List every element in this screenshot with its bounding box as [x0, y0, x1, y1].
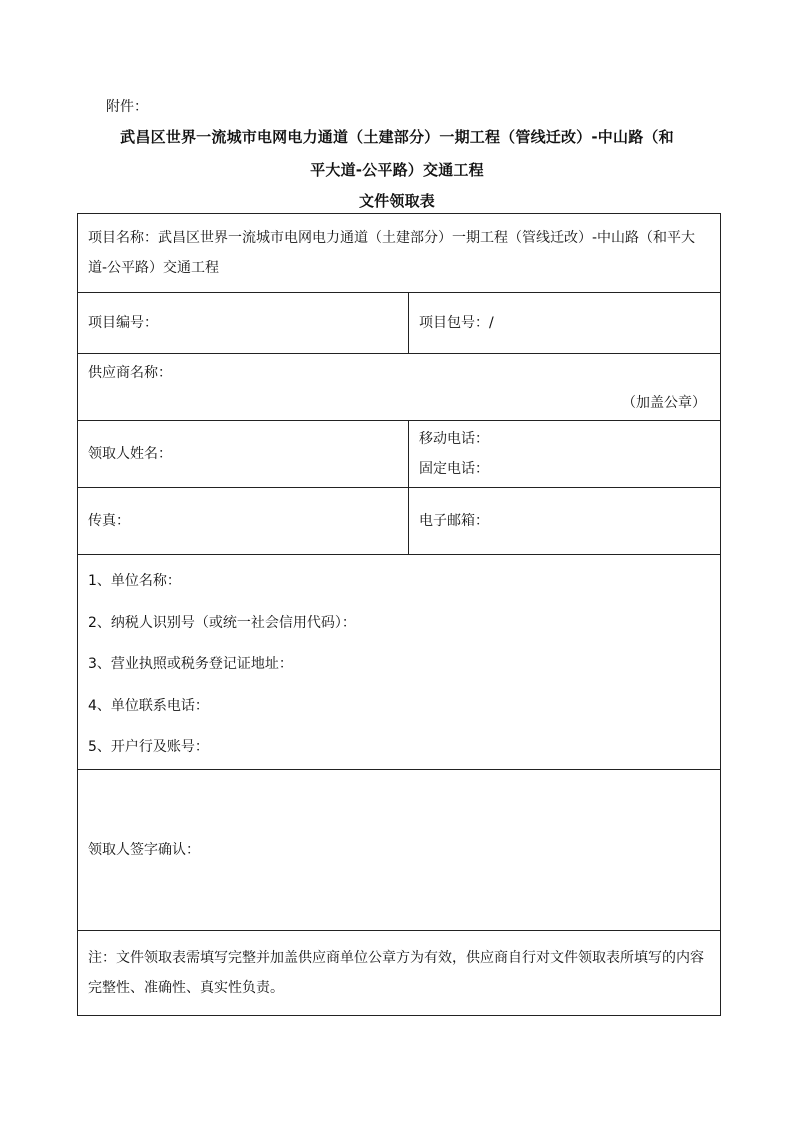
note-cell [78, 930, 721, 1015]
receiver-name-cell[interactable] [78, 421, 409, 488]
info-item-bank-account: 5、开户行及账号： [88, 739, 209, 755]
project-code-cell[interactable] [78, 293, 409, 354]
fax-email-row [78, 488, 721, 555]
signature-row [78, 769, 721, 930]
mobile-phone-label: 移动电话： [419, 431, 489, 447]
note-row [78, 930, 721, 1015]
project-name-row [78, 214, 721, 293]
package-no-value: / [489, 315, 494, 331]
package-no-cell[interactable] [409, 293, 721, 354]
email-cell[interactable] [409, 488, 721, 555]
receiver-name-label: 领取人姓名： [88, 446, 172, 462]
info-item-license-address: 3、营业执照或税务登记证地址： [88, 656, 293, 672]
info-item-company-name: 1、单位名称： [88, 573, 181, 589]
project-code-label: 项目编号： [88, 315, 158, 331]
fax-label: 传真： [88, 513, 130, 529]
company-info-cell[interactable] [78, 555, 721, 770]
supplier-cell[interactable] [78, 354, 721, 421]
supplier-label: 供应商名称： [88, 365, 172, 381]
project-code-row [78, 293, 721, 354]
info-item-tax-id: 2、纳税人识别号（或统一社会信用代码）： [88, 614, 356, 631]
info-item-company-phone: 4、单位联系电话： [88, 697, 209, 714]
form-title: 文件领取表 [358, 192, 435, 210]
form-note: 注：文件领取表需填写完整并加盖供应商单位公章方为有效，供应商自行对文件领取表所填写的内容完整性、准确性、真实性负责。 [88, 949, 704, 996]
project-name-label: 项目名称： [88, 230, 158, 246]
document-receipt-form [77, 213, 721, 1016]
attachment-label: 附件： [106, 99, 148, 115]
receiver-row [78, 421, 721, 488]
seal-note: （加盖公章） [622, 395, 706, 411]
signature-label: 领取人签字确认： [88, 841, 200, 858]
phone-cell[interactable] [409, 421, 721, 488]
signature-cell[interactable] [78, 769, 721, 930]
project-name-cell[interactable] [78, 214, 721, 293]
landline-phone-label: 固定电话： [419, 461, 489, 477]
fax-cell[interactable] [78, 488, 409, 555]
package-no-label: 项目包号： [419, 315, 489, 331]
company-info-row [78, 555, 721, 770]
document-title-line-2: 平大道-公平路）交通工程 [310, 161, 484, 179]
project-name-value: 武昌区世界一流城市电网电力通道（土建部分）一期工程（管线迁改）-中山路（和平大道-公平路）交通工程 [88, 230, 696, 276]
supplier-row [78, 354, 721, 421]
email-label: 电子邮箱： [419, 513, 489, 529]
document-title-line-1: 武昌区世界一流城市电网电力通道（土建部分）一期工程（管线迁改）-中山路（和 [120, 128, 674, 146]
